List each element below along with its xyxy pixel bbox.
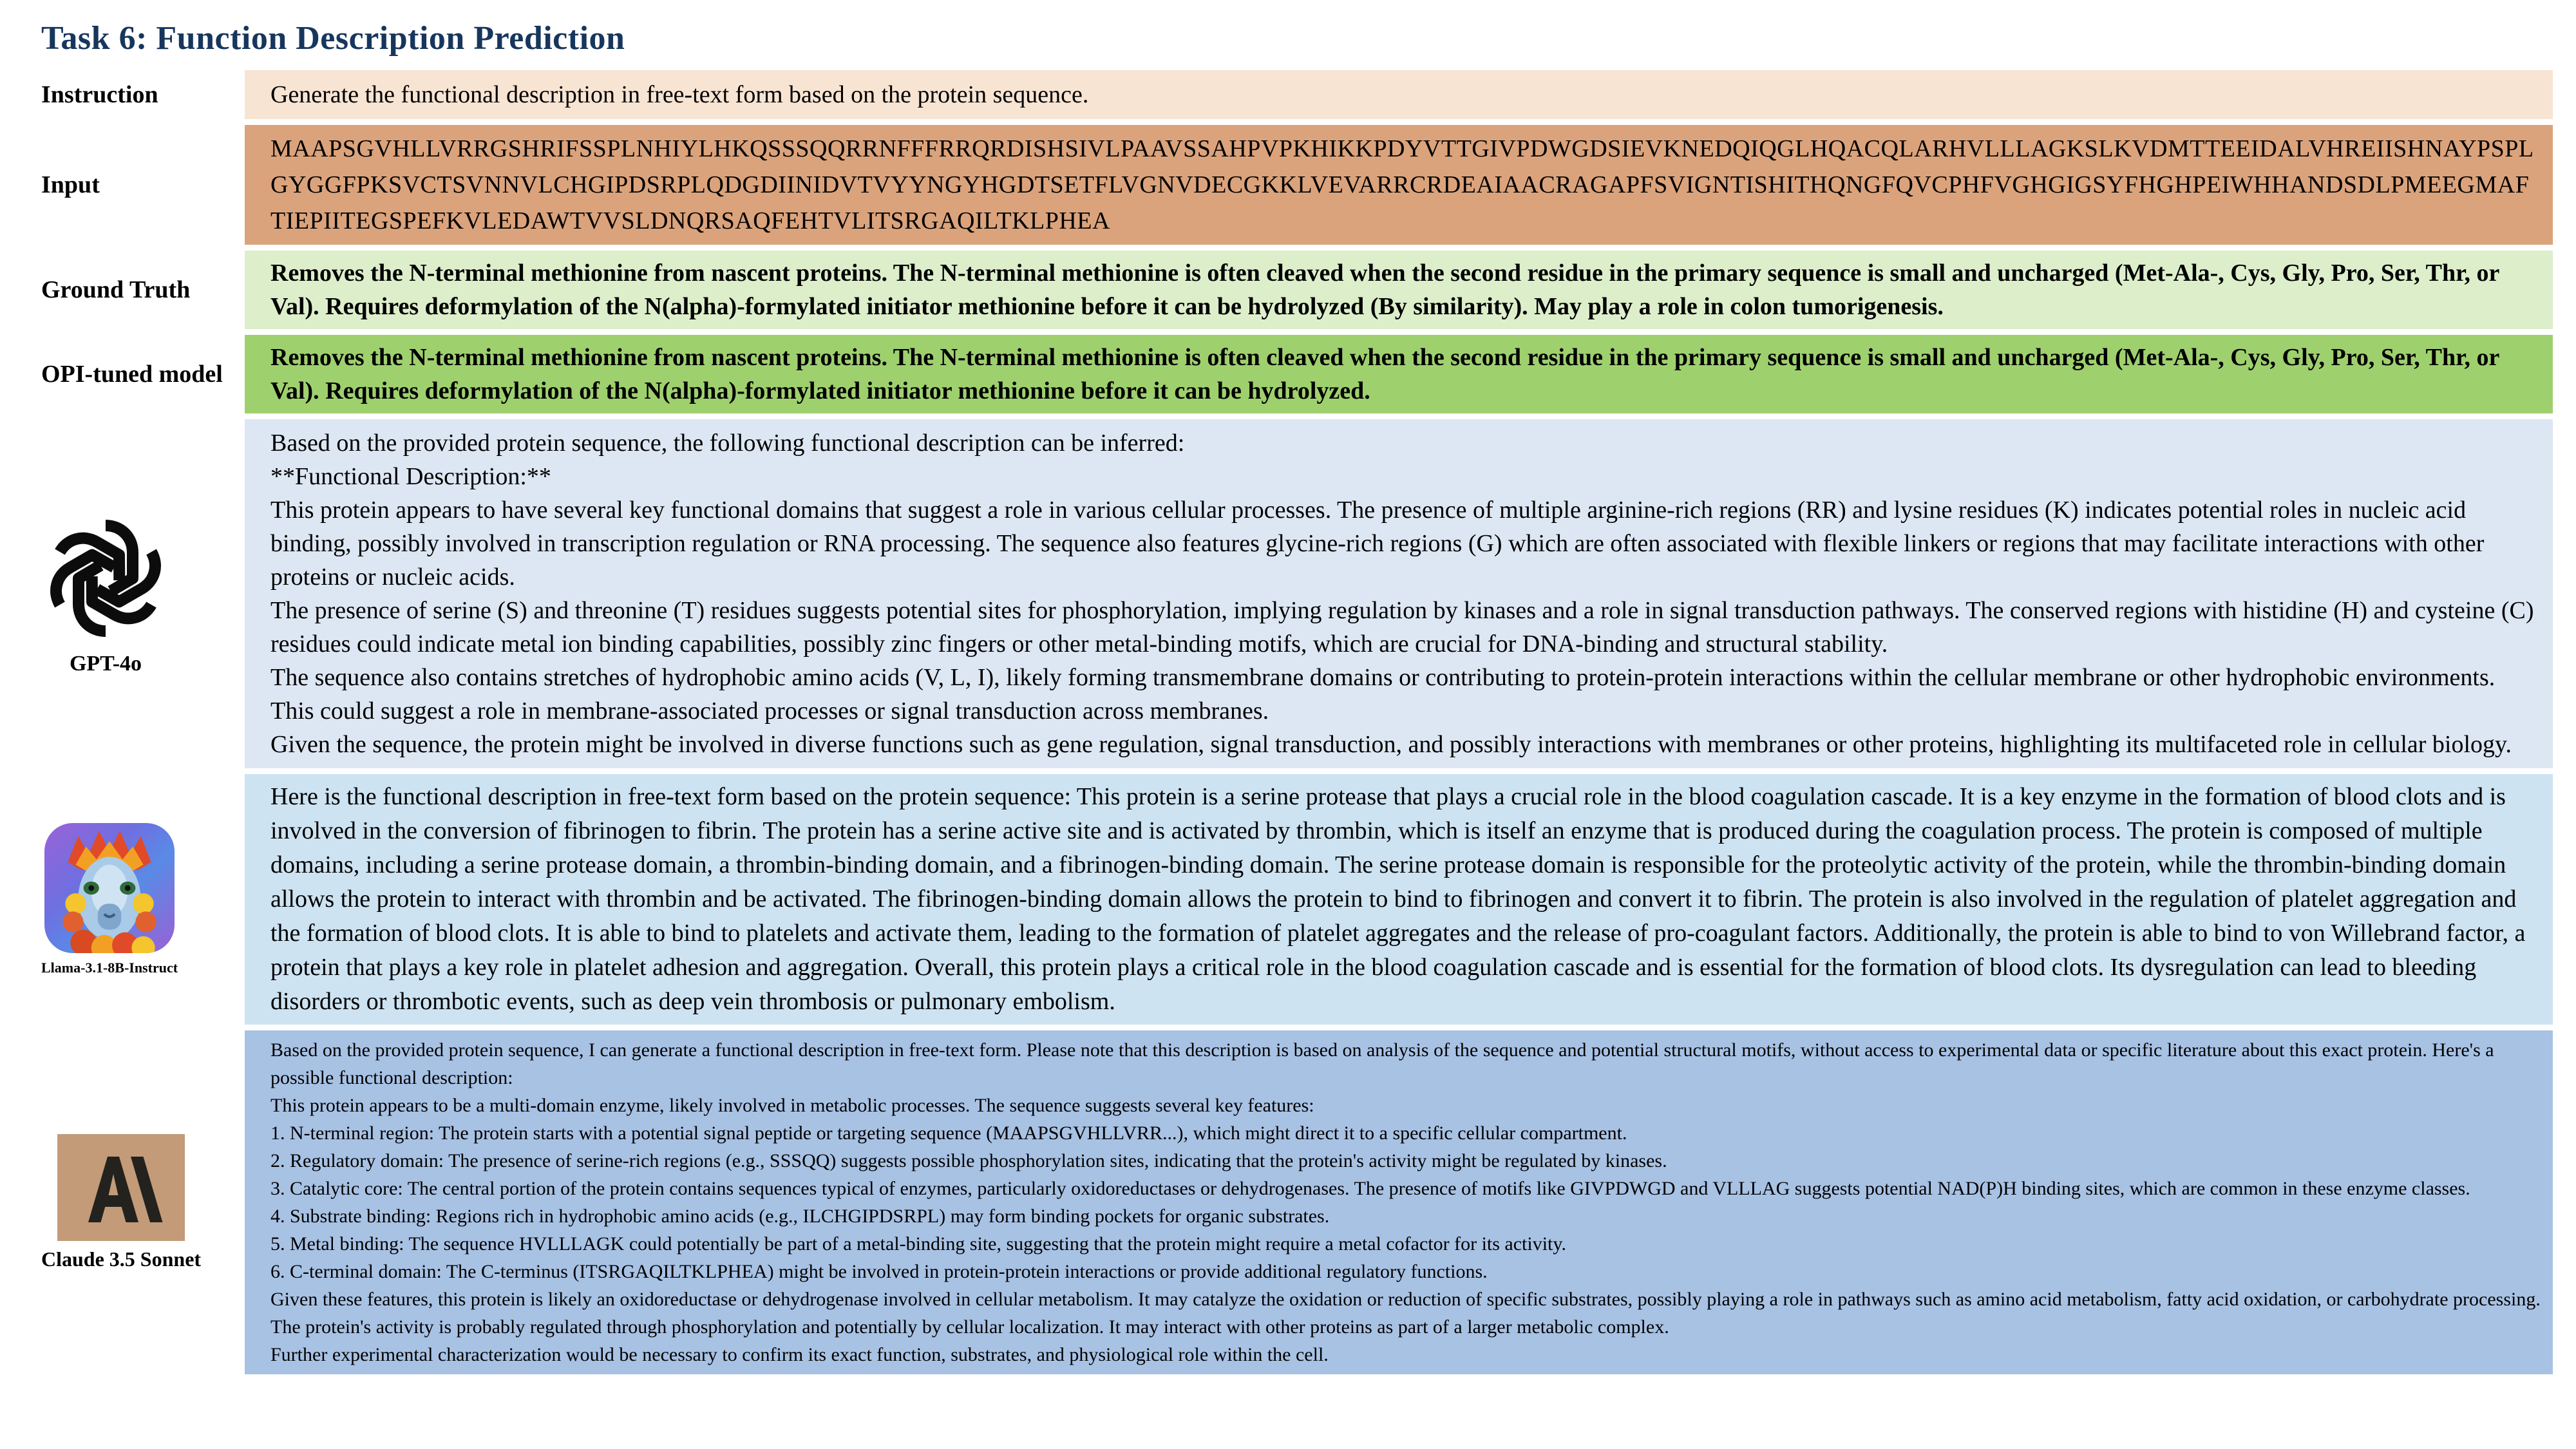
model-output-paragraph: 1. N-terminal region: The protein starts with a potential signal peptide or targeting sequence (MAAPSGVHLLVRR...), which might direct it to a specific cellular compartment. bbox=[270, 1122, 1627, 1144]
row-instruction bbox=[0, 70, 2553, 119]
comparison-table bbox=[0, 70, 2553, 1374]
row-claude-3-5-sonnet bbox=[0, 1030, 2553, 1374]
row-label-opi-tuned-model: OPI-tuned model bbox=[41, 361, 223, 388]
claude-output bbox=[245, 1030, 2553, 1374]
row-llama-3-1-8b-instruct bbox=[0, 774, 2553, 1025]
model-output-paragraph: 3. Catalytic core: The central portion of the protein contains sequences typical of enzymes, particularly oxidoreductases or dehydrogenases. The presence of motifs like GIVPDWGD and VLLLAG suggests potential NAD(P)H binding sites, which are common in these enzyme classes. bbox=[270, 1178, 2470, 1199]
model-name-claude: Claude 3.5 Sonnet bbox=[41, 1247, 202, 1271]
model-label-cell bbox=[0, 774, 245, 1025]
llama-output bbox=[245, 774, 2553, 1025]
row-ground-truth bbox=[0, 251, 2553, 329]
model-output-paragraph: Based on the provided protein sequence, I can generate a functional description in free-text form. Please note that this description is based on analysis of the sequence and potential structural motifs, without access to experimental data or specific literature about this exact protein. Here's a possible functional description: bbox=[270, 1039, 2494, 1088]
model-label-cell bbox=[0, 419, 245, 768]
model-identity bbox=[41, 511, 170, 676]
llama-avatar-icon bbox=[44, 823, 175, 953]
row-label-instruction: Instruction bbox=[41, 81, 158, 108]
row-label-cell bbox=[0, 335, 245, 413]
row-gpt-4o bbox=[0, 419, 2553, 768]
model-output-paragraph: Further experimental characterization would be necessary to confirm its exact function, substrates, and physiological role within the cell. bbox=[270, 1344, 1329, 1365]
model-output-paragraph: **Functional Description:** bbox=[270, 463, 551, 490]
model-output-paragraph: This protein appears to have several key functional domains that suggest a role in various cellular processes. The presence of multiple arginine-rich regions (RR) and lysine residues (K) indicates potential roles in nucleic acid binding, possibly involved in transcription regulation or RNA processing. The sequence also features glycine-rich regions (G) which are often associated with flexible linkers or regions that may facilitate interactions with other proteins or nucleic acids. bbox=[270, 497, 2485, 591]
model-identity bbox=[41, 1134, 201, 1271]
model-output-paragraph: The presence of serine (S) and threonine (T) residues suggests potential sites for phosphorylation, implying regulation by kinases and a role in signal transduction pathways. The conserved regions with histidine (H) and cysteine (C) residues could indicate metal ion binding capabilities, possibly zinc fingers or other metal-binding motifs, which are crucial for DNA-binding and structural stability. bbox=[270, 597, 2534, 658]
model-output-paragraph: 4. Substrate binding: Regions rich in hydrophobic amino acids (e.g., ILCHGIPDSRPL) may form binding pockets for organic substrates. bbox=[270, 1206, 1330, 1227]
instruction-text: Generate the functional description in free-text form based on the protein sequence. bbox=[245, 70, 2553, 119]
model-output-paragraph: Given these features, this protein is likely an oxidoreductase or dehydrogenase involved in cellular metabolism. It may catalyze the oxidation or reduction of specific substrates, possibly playing a role in pathways such as amino acid metabolism, fatty acid oxidation, or carbohydrate processing. The protein's activity is probably regulated through phosphorylation and potentially by cellular localization. It may interact with other proteins as part of a larger metabolic complex. bbox=[270, 1289, 2541, 1338]
protein-sequence-text: MAAPSGVHLLVRRGSHRIFSSPLNHIYLHKQSSSQQRRNFFFRRQRDISHSIVLPAAVSSAHPVPKHIKKPDYVTTGIVPDWGDSIEVKNEDQIQGLHQACQLARHVLLLAGKSLKVDMTTEEIDALVHREIISHNAYPSPLGYGGFPKSVCTSVNNVLCHGIPDSRPLQDGDIINIDVTVYYNGYHGDTSETFLVGNVDECGKKLVEVARRCRDEAIAACRAGAPFSVIGNTISHITHQNGFQVCPHFVGHGIGSYFHGHPEIWHHANDSDLPMEEGMAFTIEPIITEGSPEFKVLEDAWTVVSLDNQRSAQFEHTVLITSRGAQILTKLPHEA bbox=[245, 125, 2553, 245]
model-name-gpt-4o: GPT-4o bbox=[69, 652, 142, 676]
ground-truth-text: Removes the N-terminal methionine from nascent proteins. The N-terminal methionine is often cleaved when the second residue in the primary sequence is small and uncharged (Met-Ala-, Cys, Gly, Pro, Ser, Thr, or Val). Requires deformylation of the N(alpha)-formylated initiator methionine before it can be hydrolyzed (By similarity). May play a role in colon tumorigenesis. bbox=[245, 251, 2553, 329]
page-title: Task 6: Function Description Prediction bbox=[41, 20, 625, 57]
row-label-input: Input bbox=[41, 171, 100, 198]
row-label-cell bbox=[0, 70, 245, 119]
opi-tuned-model-text: Removes the N-terminal methionine from nascent proteins. The N-terminal methionine is often cleaved when the second residue in the primary sequence is small and uncharged (Met-Ala-, Cys, Gly, Pro, Ser, Thr, or Val). Requires deformylation of the N(alpha)-formylated initiator methionine before it can be hydrolyzed. bbox=[245, 335, 2553, 413]
model-output-paragraph: 6. C-terminal domain: The C-terminus (ITSRGAQILTKLPHEA) might be involved in protein-protein interactions or provide additional regulatory functions. bbox=[270, 1261, 1488, 1282]
model-output-paragraph: Here is the functional description in free-text form based on the protein sequence: This protein is a serine protease that plays a crucial role in the blood coagulation cascade. It is a key enzyme in the formation of blood clots and is involved in the conversion of fibrinogen to fibrin. The protein has a serine active site and is activated by thrombin, which is itself an enzyme that is produced during the coagulation process. The protein is composed of multiple domains, including a serine protease domain, a thrombin-binding domain, and a fibrinogen-binding domain. The serine protease domain is responsible for the proteolytic activity of the protein, while the thrombin-binding domain allows the protein to interact with thrombin and be activated. The fibrinogen-binding domain allows the protein to bind to fibrinogen and convert it to fibrin. The protein is also involved in the regulation of platelet aggregation and the formation of blood clots. It is able to bind to platelets and activate them, leading to the formation of platelet aggregates and the release of pro-coagulant factors. Additionally, the protein is able to bind to von Willebrand factor, a protein that plays a key role in platelet adhesion and aggregation. Overall, this protein plays a critical role in the blood coagulation cascade and is essential for the formation of blood clots. Its dysregulation can lead to bleeding disorders or thrombotic events, such as deep vein thrombosis or pulmonary embolism. bbox=[270, 783, 2526, 1015]
anthropic-logo-icon bbox=[57, 1134, 185, 1241]
model-output-paragraph: Based on the provided protein sequence, the following functional description can be inferred: bbox=[270, 430, 1185, 457]
row-label-ground-truth: Ground Truth bbox=[41, 276, 191, 303]
gpt-4o-output bbox=[245, 419, 2553, 768]
model-name-llama: Llama-3.1-8B-Instruct bbox=[41, 959, 178, 976]
row-input bbox=[0, 125, 2553, 245]
model-output-paragraph: The sequence also contains stretches of hydrophobic amino acids (V, L, I), likely forming transmembrane domains or contributing to protein-protein interactions within the cellular membrane or other hydrophobic environments. This could suggest a role in membrane-associated processes or signal transduction across membranes. bbox=[270, 664, 2496, 724]
model-output-paragraph: 5. Metal binding: The sequence HVLLLAGK could potentially be part of a metal-binding site, suggesting that the protein might require a metal cofactor for its activity. bbox=[270, 1233, 1566, 1255]
model-label-cell bbox=[0, 1030, 245, 1374]
model-output-paragraph: 2. Regulatory domain: The presence of serine-rich regions (e.g., SSSQQ) suggests possible phosphorylation sites, indicating that the protein's activity might be regulated by kinases. bbox=[270, 1150, 1667, 1171]
openai-logo-icon bbox=[41, 511, 170, 645]
model-output-paragraph: Given the sequence, the protein might be involved in diverse functions such as gene regulation, signal transduction, and possibly interactions with membranes or other proteins, highlighting its multifaceted role in cellular biology. bbox=[270, 731, 2512, 758]
model-identity bbox=[41, 823, 178, 976]
row-opi-tuned-model bbox=[0, 335, 2553, 413]
model-output-paragraph: This protein appears to be a multi-domain enzyme, likely involved in metabolic processes. The sequence suggests several key features: bbox=[270, 1095, 1314, 1116]
row-label-cell bbox=[0, 125, 245, 245]
row-label-cell bbox=[0, 251, 245, 329]
